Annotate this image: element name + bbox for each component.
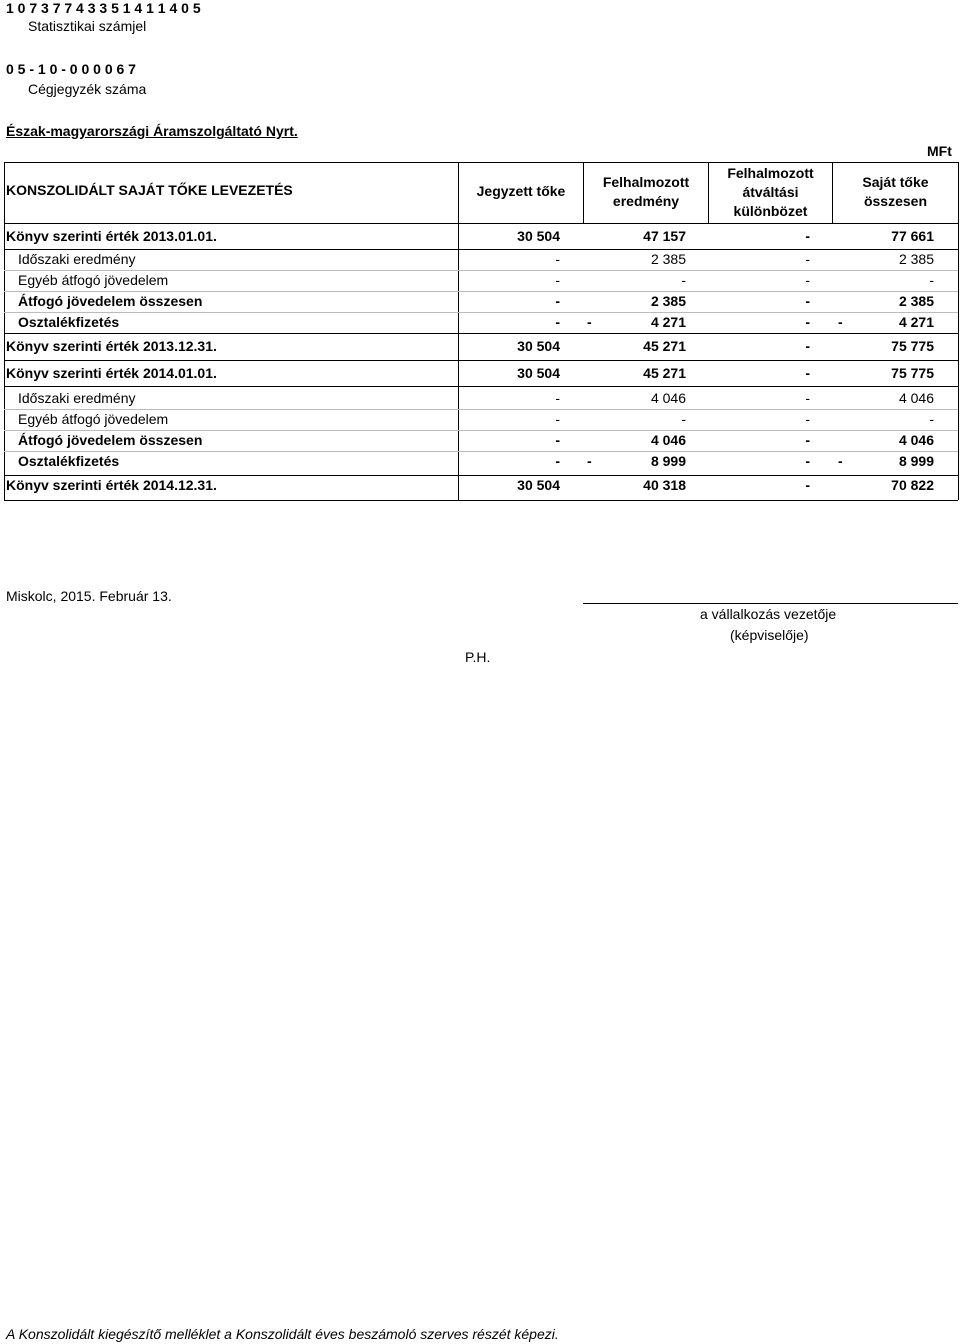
cell-sajat-toke-osszesen: 4 046: [898, 390, 934, 406]
table-top-border: [4, 162, 958, 163]
column-header-jegyzett-toke: Jegyzett tőke: [476, 183, 566, 199]
cell-felhalmozott-eredmeny: 2 385: [650, 251, 686, 267]
cell-jegyzett-toke: -: [555, 390, 560, 406]
cell-atvaltasi-kulonbozet: -: [805, 272, 810, 288]
cell-atvaltasi-kulonbozet: -: [805, 228, 810, 244]
signer-subtitle: (képviselője): [730, 627, 809, 643]
cell-sajat-toke-osszesen: 77 661: [891, 228, 934, 244]
signer-title: a vállalkozás vezetője: [700, 606, 837, 622]
cell-sajat-toke-osszesen: 8 999: [898, 453, 934, 469]
cell-sajat-toke-osszesen: -: [929, 272, 934, 288]
row-label: Időszaki eredmény: [18, 390, 136, 406]
table-row: [4, 409, 958, 430]
cell-felhalmozott-eredmeny: 4 046: [650, 432, 686, 448]
cell-sign-1: -: [587, 453, 592, 469]
cell-atvaltasi-kulonbozet: -: [805, 338, 810, 354]
registration-number: 0 5 - 1 0 - 0 0 0 0 6 7: [6, 61, 136, 77]
footnote: A Konszolidált kiegészítő melléklet a Konszolidált éves beszámoló szerves részét képezi.: [6, 1326, 559, 1342]
table-row: [4, 291, 958, 312]
cell-felhalmozott-eredmeny: -: [681, 272, 686, 288]
row-label: Könyv szerinti érték 2014.01.01.: [6, 365, 217, 381]
cell-sajat-toke-osszesen: 75 775: [891, 365, 934, 381]
statistical-number: 1 0 7 3 7 7 4 3 3 5 1 4 1 1 4 0 5: [6, 0, 201, 16]
cell-sign-2: -: [838, 314, 843, 330]
cell-atvaltasi-kulonbozet: -: [805, 432, 810, 448]
row-label: Könyv szerinti érték 2013.01.01.: [6, 228, 217, 244]
row-label: Egyéb átfogó jövedelem: [18, 411, 169, 427]
row-border: [4, 249, 958, 250]
cell-sajat-toke-osszesen: 70 822: [891, 477, 934, 493]
cell-felhalmozott-eredmeny: 4 271: [650, 314, 686, 330]
cell-felhalmozott-eredmeny: 4 046: [650, 390, 686, 406]
signature-line: [583, 603, 958, 604]
column-header-sajat-toke-osszesen: Saját tőke összesen: [862, 174, 929, 209]
table-row: [4, 312, 958, 333]
table-row: [4, 430, 958, 451]
row-label: Könyv szerinti érték 2014.12.31.: [6, 477, 217, 493]
row-border: [4, 500, 958, 501]
unit-label: MFt: [927, 143, 952, 159]
cell-jegyzett-toke: -: [555, 411, 560, 427]
table-row: [4, 336, 958, 357]
cell-felhalmozott-eredmeny: 45 271: [643, 365, 686, 381]
row-label: Átfogó jövedelem összesen: [18, 432, 203, 448]
cell-atvaltasi-kulonbozet: -: [805, 390, 810, 406]
row-separator: [4, 451, 958, 452]
cell-sajat-toke-osszesen: 4 271: [898, 314, 934, 330]
row-border: [4, 360, 958, 361]
table-row: [4, 451, 958, 472]
cell-felhalmozott-eredmeny: 8 999: [650, 453, 686, 469]
cell-jegyzett-toke: -: [555, 314, 560, 330]
cell-felhalmozott-eredmeny: 47 157: [643, 228, 686, 244]
cell-jegyzett-toke: -: [555, 251, 560, 267]
company-name: Észak-magyarországi Áramszolgáltató Nyrt.: [6, 123, 298, 139]
cell-jegyzett-toke: 30 504: [517, 365, 560, 381]
cell-jegyzett-toke: -: [555, 293, 560, 309]
cell-felhalmozott-eredmeny: 45 271: [643, 338, 686, 354]
table-row: [4, 475, 958, 496]
cell-sign-2: -: [838, 453, 843, 469]
place-and-date: Miskolc, 2015. Február 13.: [6, 588, 172, 604]
column-header-felhalmozott-eredmeny: Felhalmozott eredmény: [602, 174, 690, 209]
row-label: Átfogó jövedelem összesen: [18, 293, 203, 309]
header-bottom-border: [4, 223, 958, 224]
row-separator: [4, 430, 958, 431]
cell-atvaltasi-kulonbozet: -: [805, 453, 810, 469]
table-row: [4, 226, 958, 247]
cell-sajat-toke-osszesen: 75 775: [891, 338, 934, 354]
row-separator: [4, 291, 958, 292]
row-label: Osztalékfizetés: [18, 314, 120, 330]
row-label: Egyéb átfogó jövedelem: [18, 272, 169, 288]
stamp-placeholder: P.H.: [465, 649, 491, 665]
cell-jegyzett-toke: 30 504: [517, 338, 560, 354]
cell-jegyzett-toke: -: [555, 432, 560, 448]
row-label: Osztalékfizetés: [18, 453, 120, 469]
cell-atvaltasi-kulonbozet: -: [805, 314, 810, 330]
cell-atvaltasi-kulonbozet: -: [805, 477, 810, 493]
table-right-border: [958, 162, 959, 500]
cell-atvaltasi-kulonbozet: -: [805, 293, 810, 309]
table-row: [4, 363, 958, 384]
cell-sajat-toke-osszesen: 4 046: [898, 432, 934, 448]
cell-atvaltasi-kulonbozet: -: [805, 251, 810, 267]
cell-jegyzett-toke: -: [555, 453, 560, 469]
cell-felhalmozott-eredmeny: -: [681, 411, 686, 427]
cell-atvaltasi-kulonbozet: -: [805, 365, 810, 381]
row-label: Időszaki eredmény: [18, 251, 136, 267]
cell-felhalmozott-eredmeny: 2 385: [650, 293, 686, 309]
column-header-atvaltasi-kulonbozet: Felhalmozott átváltási különbözet: [727, 165, 814, 219]
row-border: [4, 475, 958, 476]
cell-sajat-toke-osszesen: -: [929, 411, 934, 427]
cell-sajat-toke-osszesen: 2 385: [898, 251, 934, 267]
table-title: KONSZOLIDÁLT SAJÁT TŐKE LEVEZETÉS: [6, 182, 293, 198]
cell-jegyzett-toke: 30 504: [517, 228, 560, 244]
registration-number-label: Cégjegyzék száma: [28, 81, 147, 97]
table-row: [4, 270, 958, 291]
row-label: Könyv szerinti érték 2013.12.31.: [6, 338, 217, 354]
row-separator: [4, 270, 958, 271]
table-row: [4, 249, 958, 270]
table-row: [4, 388, 958, 409]
cell-jegyzett-toke: 30 504: [517, 477, 560, 493]
cell-sajat-toke-osszesen: 2 385: [898, 293, 934, 309]
cell-felhalmozott-eredmeny: 40 318: [643, 477, 686, 493]
row-border: [4, 333, 958, 334]
cell-atvaltasi-kulonbozet: -: [805, 411, 810, 427]
cell-sign-1: -: [587, 314, 592, 330]
cell-jegyzett-toke: -: [555, 272, 560, 288]
statistical-number-label: Statisztikai számjel: [28, 18, 147, 34]
row-border: [4, 386, 958, 387]
row-separator: [4, 312, 958, 313]
row-separator: [4, 409, 958, 410]
